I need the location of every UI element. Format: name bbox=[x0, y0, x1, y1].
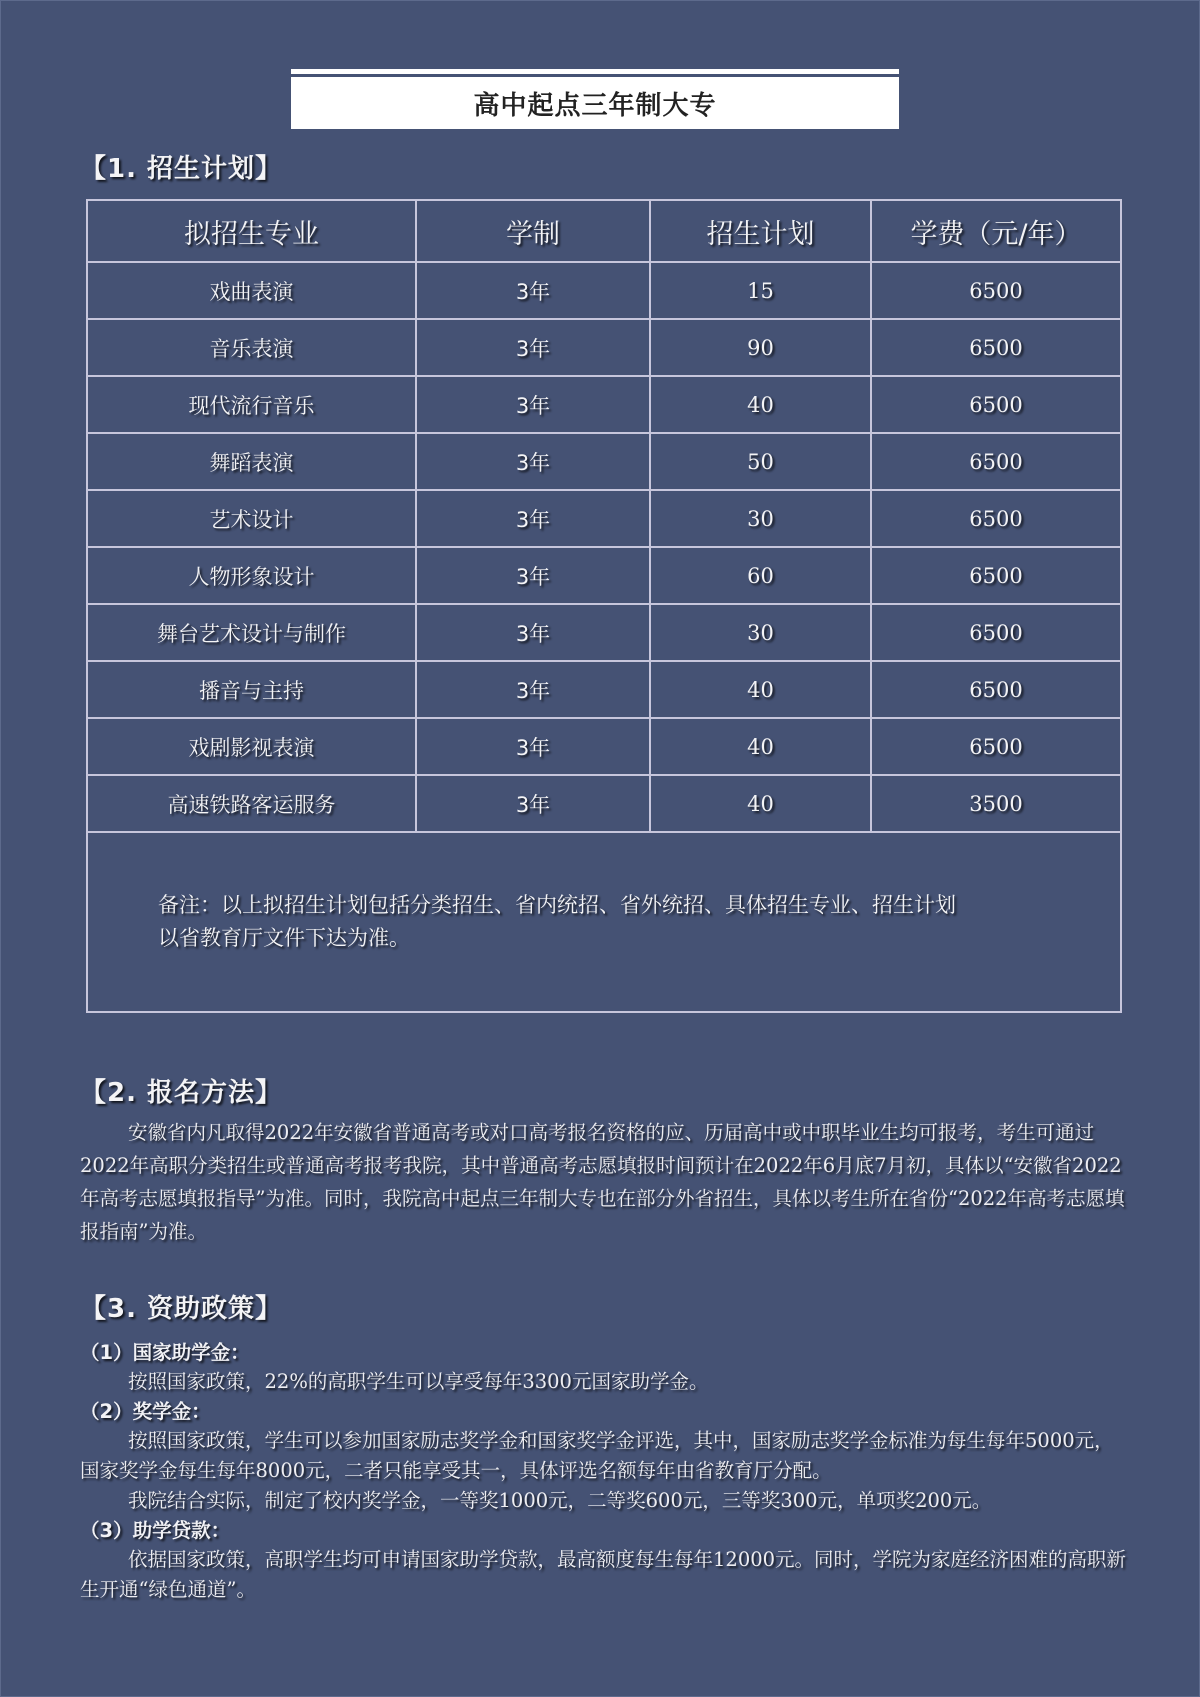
aid-item-scholarship bbox=[80, 1397, 1130, 1516]
aid-policy-list bbox=[80, 1338, 1130, 1605]
table-row bbox=[87, 775, 1121, 832]
enrollment-plan-table bbox=[86, 199, 1122, 1013]
table-row bbox=[87, 718, 1121, 775]
cell-tuition: 6500 bbox=[871, 547, 1121, 604]
cell-quota: 30 bbox=[650, 490, 871, 547]
cell-major: 高速铁路客运服务 bbox=[87, 775, 416, 832]
cell-tuition: 6500 bbox=[871, 604, 1121, 661]
table-row bbox=[87, 547, 1121, 604]
table-row bbox=[87, 262, 1121, 319]
cell-major: 戏曲表演 bbox=[87, 262, 416, 319]
section-heading-registration: 【2. 报名方法】 bbox=[80, 1078, 283, 1108]
cell-quota: 40 bbox=[650, 718, 871, 775]
column-header-tuition: 学费（元/年） bbox=[871, 200, 1121, 262]
aid-item-paragraph: 依据国家政策，高职学生均可申请国家助学贷款，最高额度每生每年12000元。同时，学院为家庭经济困难的高职新生开通“绿色通道”。 bbox=[80, 1548, 1127, 1601]
cell-tuition: 6500 bbox=[871, 490, 1121, 547]
cell-major: 播音与主持 bbox=[87, 661, 416, 718]
aid-item-loan bbox=[80, 1516, 1130, 1605]
cell-years: 3年 bbox=[416, 718, 650, 775]
column-header-years: 学制 bbox=[416, 200, 650, 262]
table-row bbox=[87, 376, 1121, 433]
aid-item-paragraph: 按照国家政策，学生可以参加国家励志奖学金和国家奖学金评选，其中，国家励志奖学金标准为每生每年5000元，国家奖学金每生每年8000元，二者只能享受其一，具体评选名额每年由省教育厅分配。 bbox=[80, 1429, 1114, 1482]
cell-tuition: 6500 bbox=[871, 262, 1121, 319]
cell-quota: 30 bbox=[650, 604, 871, 661]
cell-quota: 50 bbox=[650, 433, 871, 490]
column-header-quota: 招生计划 bbox=[650, 200, 871, 262]
title-top-bar bbox=[291, 69, 899, 74]
cell-quota: 40 bbox=[650, 376, 871, 433]
cell-tuition: 3500 bbox=[871, 775, 1121, 832]
cell-major: 现代流行音乐 bbox=[87, 376, 416, 433]
cell-tuition: 6500 bbox=[871, 661, 1121, 718]
aid-item-grant bbox=[80, 1338, 1130, 1397]
table-row bbox=[87, 604, 1121, 661]
cell-years: 3年 bbox=[416, 604, 650, 661]
table-row bbox=[87, 433, 1121, 490]
section-heading-plan: 【1. 招生计划】 bbox=[80, 154, 283, 184]
registration-paragraph: 安徽省内凡取得2022年安徽省普通高考或对口高考报名资格的应、历届高中或中职毕业生均可报考，考生可通过2022年高职分类招生或普通高考报考我院，其中普通高考志愿填报时间预计在2022年6月底7月初，具体以“安徽省2022年高考志愿填报指导”为准。同时，我院高中起点三年制大专也在部分外省招生，具体以考生所在省份“2022年高考志愿填报指南”为准。 bbox=[80, 1121, 1125, 1243]
aid-item-title: （2）奖学金： bbox=[80, 1400, 211, 1423]
cell-major: 艺术设计 bbox=[87, 490, 416, 547]
cell-major: 舞蹈表演 bbox=[87, 433, 416, 490]
aid-item-paragraph: 按照国家政策，22%的高职学生可以享受每年3300元国家助学金。 bbox=[128, 1370, 709, 1393]
title-banner bbox=[291, 69, 899, 129]
cell-tuition: 6500 bbox=[871, 319, 1121, 376]
table-row bbox=[87, 490, 1121, 547]
cell-years: 3年 bbox=[416, 262, 650, 319]
cell-quota: 40 bbox=[650, 661, 871, 718]
table-note-row bbox=[87, 832, 1121, 1012]
section-heading-aid: 【3. 资助政策】 bbox=[80, 1294, 283, 1324]
cell-years: 3年 bbox=[416, 661, 650, 718]
cell-years: 3年 bbox=[416, 490, 650, 547]
cell-quota: 40 bbox=[650, 775, 871, 832]
cell-tuition: 6500 bbox=[871, 433, 1121, 490]
cell-tuition: 6500 bbox=[871, 376, 1121, 433]
aid-item-paragraph: 我院结合实际，制定了校内奖学金，一等奖1000元，二等奖600元，三等奖300元，单项奖200元。 bbox=[128, 1489, 992, 1512]
enrollment-plan-table-wrap bbox=[86, 199, 1120, 1013]
aid-item-title: （1）国家助学金： bbox=[80, 1341, 250, 1364]
cell-major: 戏剧影视表演 bbox=[87, 718, 416, 775]
aid-item-title: （3）助学贷款： bbox=[80, 1519, 231, 1542]
table-note-line-2: 以省教育厅文件下达为准。 bbox=[158, 926, 410, 950]
cell-years: 3年 bbox=[416, 433, 650, 490]
cell-tuition: 6500 bbox=[871, 718, 1121, 775]
cell-major: 舞台艺术设计与制作 bbox=[87, 604, 416, 661]
cell-years: 3年 bbox=[416, 376, 650, 433]
table-note-line-1: 备注：以上拟招生计划包括分类招生、省内统招、省外统招、具体招生专业、招生计划 bbox=[158, 893, 956, 917]
cell-years: 3年 bbox=[416, 319, 650, 376]
table-row bbox=[87, 661, 1121, 718]
cell-quota: 60 bbox=[650, 547, 871, 604]
page-title: 高中起点三年制大专 bbox=[291, 77, 899, 129]
cell-major: 音乐表演 bbox=[87, 319, 416, 376]
cell-quota: 15 bbox=[650, 262, 871, 319]
table-header-row bbox=[87, 200, 1121, 262]
table-row bbox=[87, 319, 1121, 376]
cell-years: 3年 bbox=[416, 775, 650, 832]
column-header-major: 拟招生专业 bbox=[87, 200, 416, 262]
cell-quota: 90 bbox=[650, 319, 871, 376]
table-note bbox=[87, 832, 1121, 1012]
cell-years: 3年 bbox=[416, 547, 650, 604]
cell-major: 人物形象设计 bbox=[87, 547, 416, 604]
